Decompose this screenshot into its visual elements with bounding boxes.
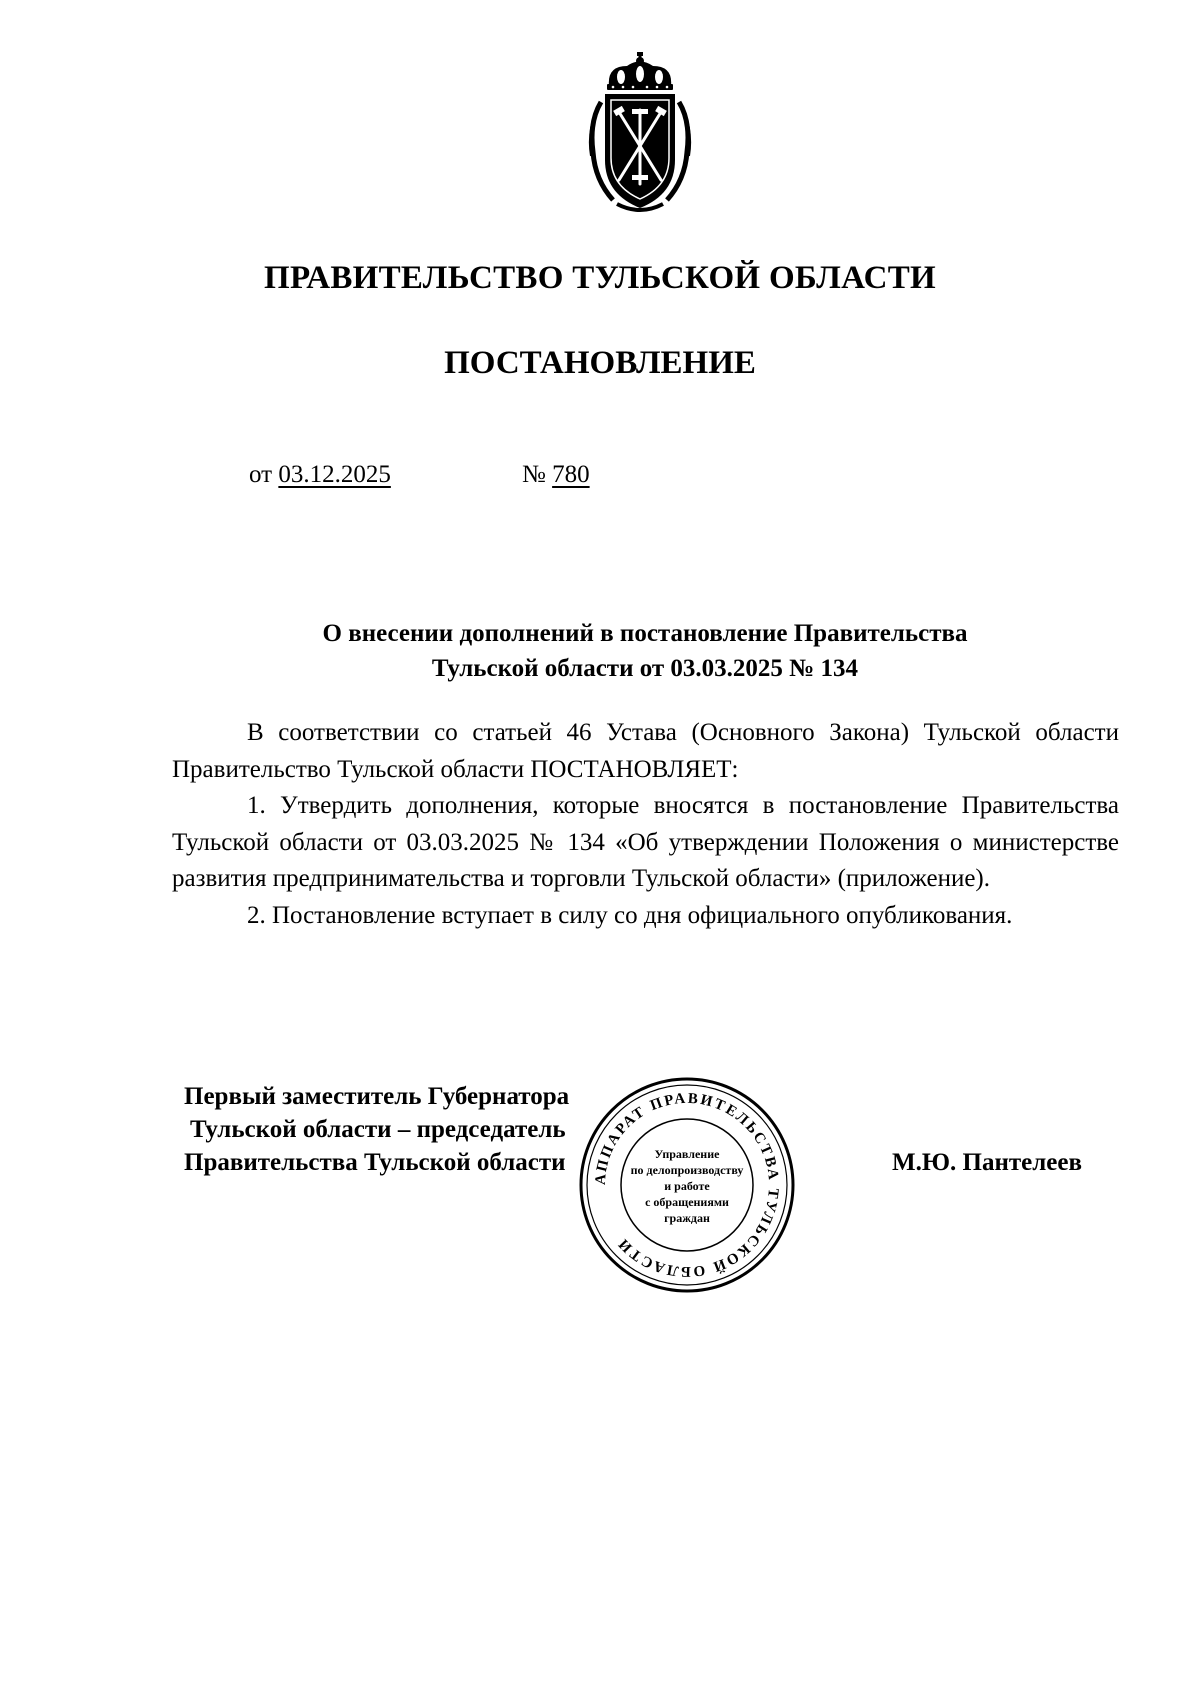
- organization-title: ПРАВИТЕЛЬСТВО ТУЛЬСКОЙ ОБЛАСТИ: [264, 260, 936, 296]
- stamp-center-line-4: с обращениями: [645, 1195, 729, 1209]
- stamp-center-line-3: и работе: [664, 1179, 710, 1193]
- number-prefix: №: [522, 461, 546, 488]
- coat-of-arms-emblem: [587, 52, 693, 214]
- date-prefix: от: [249, 461, 273, 488]
- stamp-ring-text: АППАРАТ ПРАВИТЕЛЬСТВА ТУЛЬСКОЙ ОБЛАСТИ: [592, 1090, 782, 1280]
- body-paragraph-preamble: В соответствии со статьей 46 Устава (Основного Закона) Тульской области Правительство Тульской области ПОСТАНОВЛЯЕТ:: [172, 719, 1119, 783]
- body-paragraph-item-2: 2. Постановление вступает в силу со дня официального опубликования.: [247, 901, 1013, 929]
- signer-position-line-2: Тульской области – председатель: [190, 1116, 566, 1143]
- document-number: 780: [552, 461, 590, 488]
- official-stamp: [576, 1074, 798, 1296]
- document-type-title: ПОСТАНОВЛЕНИЕ: [444, 345, 756, 381]
- document-subject: [0, 616, 1200, 686]
- signer-name: М.Ю. Пантелеев: [892, 1149, 1082, 1176]
- signer-position-line-3: Правительства Тульской области: [184, 1149, 566, 1176]
- signer-position: [184, 1080, 569, 1179]
- subject-line-1: О внесении дополнений в постановление Правительства: [322, 620, 968, 647]
- body-paragraph-item-1: 1. Утвердить дополнения, которые вносятся в постановление Правительства Тульской области от 03.03.2025 № 134 «Об утверждении Положения о министерстве развития предпринимательства и торговли Тульской области» (приложение).: [172, 792, 1119, 892]
- document-body: [172, 715, 1119, 934]
- document-date-line: [249, 460, 391, 490]
- stamp-center-line-1: Управление: [654, 1147, 720, 1161]
- document-date: 03.12.2025: [278, 461, 391, 488]
- signer-position-line-1: Первый заместитель Губернатора: [184, 1083, 570, 1110]
- stamp-center-line-2: по делопроизводству: [630, 1163, 744, 1177]
- stamp-center-line-5: граждан: [664, 1211, 710, 1225]
- document-number-line: [522, 460, 590, 490]
- subject-line-2: Тульской области от 03.03.2025 № 134: [431, 655, 859, 682]
